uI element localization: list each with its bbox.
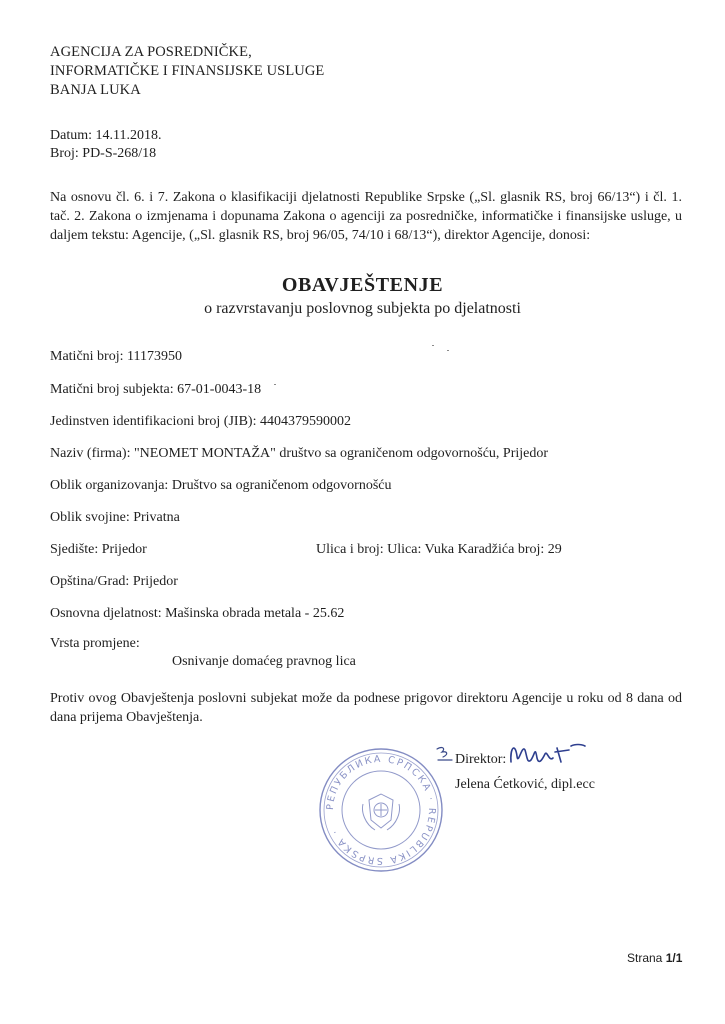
scan-speck — [274, 384, 276, 385]
field-headquarters: Sjedište: Prijedor — [50, 542, 147, 557]
handwritten-signature — [505, 736, 595, 776]
objection-paragraph: Protiv ovog Obavještenja poslovni subjekat može da podnese prigovor direktoru Agencije u roku od 8 dana od dana prijema Obavještenja. — [50, 691, 682, 725]
official-stamp — [317, 746, 445, 874]
page-indicator-label: Strana — [627, 951, 663, 965]
stamp-ring-text: РЕПУБЛИКА СРПСКА · REPUBLIKA SRPSKA · — [324, 753, 438, 867]
signatory-name: Jelena Ćetković, dipl.ecc — [455, 777, 595, 792]
signatory-role: Direktor: — [455, 752, 507, 767]
field-company-name: Naziv (firma): "NEOMET MONTAŽA" društvo sa ograničenom odgovornošću, Prijedor — [50, 446, 549, 461]
field-change-type-label: Vrsta promjene: — [50, 636, 140, 651]
document-date: Datum: 14.11.2018. — [50, 128, 162, 143]
field-change-type-value: Osnivanje domaćeg pravnog lica — [172, 654, 356, 669]
field-jib: Jedinstven identifikacioni broj (JIB): 4404379590002 — [50, 414, 351, 429]
field-ownership-form: Oblik svojine: Privatna — [50, 510, 180, 525]
document-title: OBAVJEŠTENJE — [281, 274, 444, 296]
page-indicator — [627, 951, 682, 965]
document-subtitle: o razvrstavanju poslovnog subjekta po djelatnosti — [204, 300, 521, 317]
field-subject-registration-number: Matični broj subjekta: 67-01-0043-18 — [50, 382, 262, 397]
page-indicator-number: 1/1 — [665, 951, 683, 965]
field-main-activity: Osnovna djelatnost: Mašinska obrada metala - 25.62 — [50, 606, 345, 621]
agency-name-line-1: AGENCIJA ZA POSREDNIČKE, — [50, 44, 252, 60]
document-number: Broj: PD-S-268/18 — [50, 146, 157, 161]
field-municipality: Opština/Grad: Prijedor — [50, 574, 178, 589]
legal-basis-paragraph: Na osnovu čl. 6. i 7. Zakona o klasifikaciji djelatnosti Republike Srpske („Sl. glasnik RS, broj 66/13“) i čl. 1. tač. 2. Zakona o izmjenama i dopunama Zakona o agenciji za posredničke, informatičke i finansijske usluge, u daljem tekstu: Agencije, („Sl. glasnik RS, broj 96/05, 74/10 i 68/13“), direktor Agencije, donosi: — [50, 190, 682, 243]
scan-speck — [432, 345, 434, 346]
agency-city: BANJA LUKA — [50, 82, 141, 98]
scan-speck — [447, 350, 449, 351]
field-organization-form: Oblik organizovanja: Društvo sa ograničenom odgovornošću — [50, 478, 392, 493]
field-registration-number: Matični broj: 11173950 — [50, 349, 182, 364]
field-street-address: Ulica i broj: Ulica: Vuka Karadžića broj: 29 — [316, 542, 562, 557]
agency-name-line-2: INFORMATIČKE I FINANSIJSKE USLUGE — [50, 63, 325, 79]
